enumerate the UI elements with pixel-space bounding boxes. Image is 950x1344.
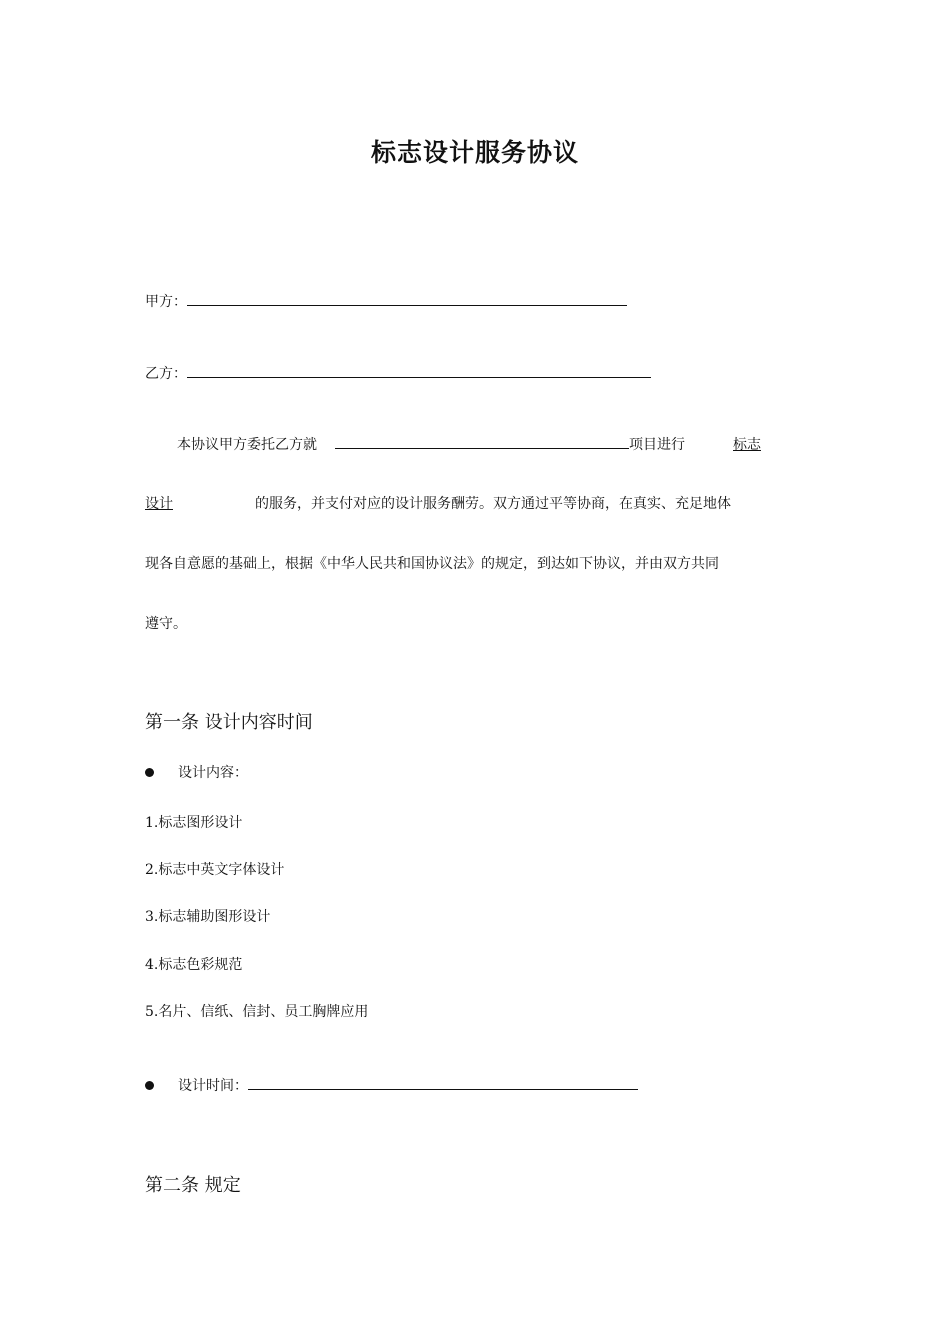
- intro-line-2: [145, 493, 731, 513]
- list-item: 2.标志中英文字体设计: [145, 862, 285, 878]
- design-time-bullet: [145, 1073, 638, 1095]
- intro-service-1: 标志: [733, 437, 761, 453]
- bullet-icon: [145, 1081, 154, 1090]
- list-item: 4.标志色彩规范: [145, 957, 243, 973]
- list-item: 5.名片、信纸、信封、员工胸牌应用: [145, 1004, 369, 1020]
- intro-text-1a: 本协议甲方委托乙方就: [177, 437, 317, 453]
- design-time-label: 设计时间：: [178, 1078, 248, 1094]
- intro-line-1: [177, 432, 761, 454]
- design-content-label: 设计内容：: [178, 765, 248, 781]
- section-1-heading: 第一条 设计内容时间: [145, 712, 313, 733]
- section-2-heading: 第二条 规定: [145, 1175, 241, 1196]
- intro-line-3: 现各自意愿的基础上，根据《中华人民共和国协议法》的规定，到达如下协议，并由双方共同: [145, 556, 719, 572]
- list-item: 3.标志辅助图形设计: [145, 909, 271, 925]
- intro-service-2: 设计: [145, 496, 173, 512]
- design-content-bullet: [145, 762, 248, 782]
- project-blank[interactable]: [335, 432, 629, 449]
- party-b-label: 乙方：: [145, 366, 187, 382]
- party-a-label: 甲方：: [145, 294, 187, 310]
- list-item: 1.标志图形设计: [145, 815, 243, 831]
- party-b-line: [145, 361, 651, 383]
- party-b-blank[interactable]: [187, 361, 651, 378]
- bullet-icon: [145, 768, 154, 777]
- intro-line-4: 遵守。: [145, 616, 187, 632]
- intro-text-2b: 的服务，并支付对应的设计服务酬劳。双方通过平等协商，在真实、充足地体: [255, 496, 731, 512]
- document-title: 标志设计服务协议: [370, 138, 579, 167]
- party-a-blank[interactable]: [187, 289, 627, 306]
- party-a-line: [145, 289, 627, 311]
- design-time-blank[interactable]: [248, 1073, 638, 1090]
- intro-text-1b: 项目进行: [629, 437, 685, 453]
